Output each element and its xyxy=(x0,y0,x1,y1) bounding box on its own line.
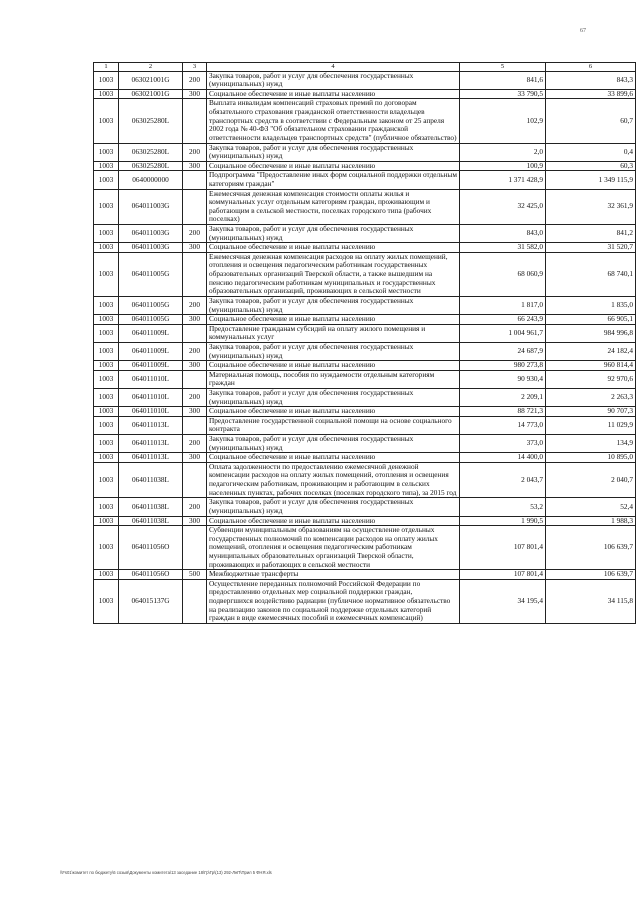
target-article-cell: 064011013L xyxy=(119,453,183,463)
section-code-cell: 1003 xyxy=(94,99,119,143)
column-header-5: 5 xyxy=(460,63,546,72)
amount-col6-cell: 984 996,8 xyxy=(546,324,636,342)
amount-col5-cell: 980 273,8 xyxy=(460,361,546,371)
expense-type-cell: 200 xyxy=(183,435,207,453)
table-row xyxy=(94,453,636,463)
column-header-6: 6 xyxy=(546,63,636,72)
table-row xyxy=(94,526,636,570)
amount-col5-cell: 66 243,9 xyxy=(460,315,546,325)
section-code-cell: 1003 xyxy=(94,435,119,453)
expense-type-cell xyxy=(183,324,207,342)
target-article-cell: 064011013L xyxy=(119,435,183,453)
expense-type-cell: 300 xyxy=(183,453,207,463)
amount-col5-cell: 68 060,9 xyxy=(460,252,546,296)
column-header-row xyxy=(94,63,636,72)
amount-col6-cell: 106 639,7 xyxy=(546,570,636,580)
amount-col5-cell: 107 801,4 xyxy=(460,526,546,570)
amount-col6-cell: 2 263,3 xyxy=(546,388,636,406)
amount-col5-cell: 1 004 961,7 xyxy=(460,324,546,342)
table-row xyxy=(94,243,636,253)
amount-col5-cell: 2 209,1 xyxy=(460,388,546,406)
amount-col6-cell: 1 349 115,9 xyxy=(546,171,636,189)
target-article-cell: 064011009L xyxy=(119,324,183,342)
amount-col6-cell: 34 115,8 xyxy=(546,579,636,623)
target-article-cell: 064011056O xyxy=(119,526,183,570)
amount-col5-cell: 1 817,0 xyxy=(460,296,546,314)
amount-col5-cell: 102,9 xyxy=(460,99,546,143)
target-article-cell: 064011003G xyxy=(119,189,183,224)
amount-col6-cell: 32 361,9 xyxy=(546,189,636,224)
target-article-cell: 064011009L xyxy=(119,342,183,360)
table-row xyxy=(94,225,636,243)
target-article-cell: 064011003G xyxy=(119,243,183,253)
table-row xyxy=(94,407,636,417)
page-number: 67 xyxy=(580,28,586,34)
expense-type-cell: 200 xyxy=(183,342,207,360)
target-article-cell: 064011038L xyxy=(119,462,183,497)
target-article-cell: 064011038L xyxy=(119,516,183,526)
item-name-cell: Ежемесячная денежная компенсация расходов на оплату жилых помещений, отопления и освещения педагогическим работникам государственных образовательных организаций Тверской области, а также вышедшим на пенсию педагогическим работникам муниципальных и государственных образовательных организаций, проживающих в сельской местности xyxy=(207,252,460,296)
section-code-cell: 1003 xyxy=(94,407,119,417)
item-name-cell: Социальное обеспечение и иные выплаты населению xyxy=(207,315,460,325)
item-name-cell: Предоставление государственной социальной помощи на основе социального контракта xyxy=(207,416,460,434)
item-name-cell: Закупка товаров, работ и услуг для обеспечения государственных (муниципальных) нужд xyxy=(207,498,460,516)
amount-col6-cell: 1 988,3 xyxy=(546,516,636,526)
section-code-cell: 1003 xyxy=(94,324,119,342)
item-name-cell: Межбюджетные трансферты xyxy=(207,570,460,580)
expense-type-cell xyxy=(183,370,207,388)
target-article-cell: 063025280L xyxy=(119,161,183,171)
item-name-cell: Закупка товаров, работ и услуг для обеспечения государственных (муниципальных) нужд xyxy=(207,296,460,314)
expense-type-cell: 300 xyxy=(183,243,207,253)
expense-type-cell xyxy=(183,416,207,434)
item-name-cell: Социальное обеспечение и иные выплаты населению xyxy=(207,407,460,417)
column-header-4: 4 xyxy=(207,63,460,72)
item-name-cell: Социальное обеспечение и иные выплаты населению xyxy=(207,89,460,99)
amount-col5-cell: 31 582,0 xyxy=(460,243,546,253)
amount-col5-cell: 34 195,4 xyxy=(460,579,546,623)
table-row xyxy=(94,252,636,296)
table-row xyxy=(94,435,636,453)
expense-type-cell xyxy=(183,579,207,623)
amount-col6-cell: 1 835,0 xyxy=(546,296,636,314)
item-name-cell: Социальное обеспечение и иные выплаты населению xyxy=(207,516,460,526)
table-row xyxy=(94,462,636,497)
item-name-cell: Оплата задолженности по предоставлению ежемесячной денежной компенсации расходов на оплату жилых помещений, отопления и освещения педагогическим работникам, проживающим и работающим в сельских населенных пунктах, рабочих поселках (поселках городского типа), за 2015 год xyxy=(207,462,460,497)
expense-type-cell xyxy=(183,171,207,189)
amount-col6-cell: 843,3 xyxy=(546,71,636,89)
target-article-cell: 064011056O xyxy=(119,570,183,580)
column-header-2: 2 xyxy=(119,63,183,72)
section-code-cell: 1003 xyxy=(94,361,119,371)
table-row xyxy=(94,570,636,580)
item-name-cell: Социальное обеспечение и иные выплаты населению xyxy=(207,161,460,171)
table-row xyxy=(94,579,636,623)
target-article-cell: 064011038L xyxy=(119,498,183,516)
amount-col6-cell: 10 895,0 xyxy=(546,453,636,463)
item-name-cell: Закупка товаров, работ и услуг для обеспечения государственных (муниципальных) нужд xyxy=(207,143,460,161)
amount-col5-cell: 100,9 xyxy=(460,161,546,171)
amount-col6-cell: 11 029,9 xyxy=(546,416,636,434)
expense-type-cell: 200 xyxy=(183,225,207,243)
amount-col6-cell: 90 707,3 xyxy=(546,407,636,417)
amount-col5-cell: 841,6 xyxy=(460,71,546,89)
section-code-cell: 1003 xyxy=(94,570,119,580)
section-code-cell: 1003 xyxy=(94,416,119,434)
budget-table-body xyxy=(94,63,636,624)
table-row xyxy=(94,296,636,314)
item-name-cell: Материальная помощь, пособия по нуждаемости отдельным категориям граждан xyxy=(207,370,460,388)
expense-type-cell: 200 xyxy=(183,71,207,89)
expense-type-cell: 300 xyxy=(183,161,207,171)
table-row xyxy=(94,315,636,325)
target-article-cell: 063021001G xyxy=(119,71,183,89)
table-row xyxy=(94,171,636,189)
expense-type-cell: 500 xyxy=(183,570,207,580)
section-code-cell: 1003 xyxy=(94,453,119,463)
expense-type-cell: 200 xyxy=(183,143,207,161)
section-code-cell: 1003 xyxy=(94,516,119,526)
target-article-cell: 064011005G xyxy=(119,296,183,314)
section-code-cell: 1003 xyxy=(94,71,119,89)
amount-col6-cell: 33 899,6 xyxy=(546,89,636,99)
amount-col6-cell: 92 970,6 xyxy=(546,370,636,388)
item-name-cell: Подпрограмма "Предоставление иных форм социальной поддержки отдельным категориям граждан" xyxy=(207,171,460,189)
section-code-cell: 1003 xyxy=(94,161,119,171)
target-article-cell: 064011010L xyxy=(119,407,183,417)
item-name-cell: Ежемесячная денежная компенсация стоимости оплаты жилья и коммунальных услуг отдельным категориям граждан, проживающим и работающим в сельской местности, поселках городского типа (рабочих поселках) xyxy=(207,189,460,224)
amount-col6-cell: 68 740,1 xyxy=(546,252,636,296)
amount-col6-cell: 66 905,1 xyxy=(546,315,636,325)
section-code-cell: 1003 xyxy=(94,388,119,406)
target-article-cell: 063025280L xyxy=(119,143,183,161)
section-code-cell: 1003 xyxy=(94,171,119,189)
target-article-cell: 064011013L xyxy=(119,416,183,434)
table-row xyxy=(94,416,636,434)
table-row xyxy=(94,189,636,224)
target-article-cell: 0640000000 xyxy=(119,171,183,189)
target-article-cell: 064011003G xyxy=(119,225,183,243)
table-row xyxy=(94,99,636,143)
item-name-cell: Выплата инвалидам компенсаций страховых премий по договорам обязательного страхования гражданской ответственности владельцев транспортных средств в соответствии с Федеральным законом от 25 апреля 2002 года № 40-ФЗ "Об обязательном страховании гражданской ответственности владельцев транспортных средств" (публичное обязательство) xyxy=(207,99,460,143)
table-row xyxy=(94,143,636,161)
amount-col5-cell: 88 721,3 xyxy=(460,407,546,417)
amount-col5-cell: 107 801,4 xyxy=(460,570,546,580)
amount-col6-cell: 60,7 xyxy=(546,99,636,143)
amount-col6-cell: 31 520,7 xyxy=(546,243,636,253)
expense-type-cell xyxy=(183,526,207,570)
target-article-cell: 063021001G xyxy=(119,89,183,99)
expense-type-cell xyxy=(183,99,207,143)
amount-col6-cell: 106 639,7 xyxy=(546,526,636,570)
amount-col6-cell: 24 182,4 xyxy=(546,342,636,360)
expense-type-cell xyxy=(183,252,207,296)
expense-type-cell: 200 xyxy=(183,498,207,516)
amount-col5-cell: 2 043,7 xyxy=(460,462,546,497)
section-code-cell: 1003 xyxy=(94,370,119,388)
section-code-cell: 1003 xyxy=(94,462,119,497)
expense-type-cell: 200 xyxy=(183,296,207,314)
amount-col5-cell: 53,2 xyxy=(460,498,546,516)
amount-col6-cell: 960 814,4 xyxy=(546,361,636,371)
amount-col5-cell: 90 930,4 xyxy=(460,370,546,388)
table-row xyxy=(94,388,636,406)
section-code-cell: 1003 xyxy=(94,498,119,516)
section-code-cell: 1003 xyxy=(94,143,119,161)
amount-col6-cell: 841,2 xyxy=(546,225,636,243)
item-name-cell: Социальное обеспечение и иные выплаты населению xyxy=(207,453,460,463)
amount-col5-cell: 373,0 xyxy=(460,435,546,453)
item-name-cell: Осуществление переданных полномочий Российской Федерации по предоставлению отдельных мер социальной поддержки граждан, подвергшихся воздействию радиации (публичное нормативное обязательство на реализацию законов по социальной поддержке отдельных категорий граждан в виде ежемесячных пособий и ежемесячных компенсаций) xyxy=(207,579,460,623)
amount-col5-cell: 843,0 xyxy=(460,225,546,243)
target-article-cell: 064011005G xyxy=(119,315,183,325)
target-article-cell: 064011010L xyxy=(119,370,183,388)
expense-type-cell: 300 xyxy=(183,407,207,417)
item-name-cell: Социальное обеспечение и иные выплаты населению xyxy=(207,361,460,371)
section-code-cell: 1003 xyxy=(94,296,119,314)
table-row xyxy=(94,498,636,516)
amount-col6-cell: 2 040,7 xyxy=(546,462,636,497)
section-code-cell: 1003 xyxy=(94,342,119,360)
amount-col6-cell: 0,4 xyxy=(546,143,636,161)
amount-col6-cell: 52,4 xyxy=(546,498,636,516)
section-code-cell: 1003 xyxy=(94,579,119,623)
item-name-cell: Закупка товаров, работ и услуг для обеспечения государственных (муниципальных) нужд xyxy=(207,435,460,453)
amount-col5-cell: 2,0 xyxy=(460,143,546,161)
target-article-cell: 064011010L xyxy=(119,388,183,406)
item-name-cell: Субвенции муниципальным образованиям на осуществление отдельных государственных полномочий по компенсации расходов на оплату жилых помещений, отопления и освещения педагогическим работникам муниципальных образовательных организаций Тверской области, проживающих и работающих в сельской местности xyxy=(207,526,460,570)
item-name-cell: Социальное обеспечение и иные выплаты населению xyxy=(207,243,460,253)
item-name-cell: Закупка товаров, работ и услуг для обеспечения государственных (муниципальных) нужд xyxy=(207,388,460,406)
amount-col5-cell: 1 990,5 xyxy=(460,516,546,526)
column-header-1: 1 xyxy=(94,63,119,72)
section-code-cell: 1003 xyxy=(94,89,119,99)
section-code-cell: 1003 xyxy=(94,189,119,224)
amount-col5-cell: 14 773,0 xyxy=(460,416,546,434)
expense-type-cell xyxy=(183,189,207,224)
item-name-cell: Закупка товаров, работ и услуг для обеспечения государственных (муниципальных) нужд xyxy=(207,71,460,89)
item-name-cell: Закупка товаров, работ и услуг для обеспечения государственных (муниципальных) нужд xyxy=(207,225,460,243)
expense-type-cell: 300 xyxy=(183,89,207,99)
amount-col5-cell: 24 687,9 xyxy=(460,342,546,360)
target-article-cell: 064011005G xyxy=(119,252,183,296)
section-code-cell: 1003 xyxy=(94,526,119,570)
amount-col5-cell: 32 425,0 xyxy=(460,189,546,224)
section-code-cell: 1003 xyxy=(94,225,119,243)
target-article-cell: 064011009L xyxy=(119,361,183,371)
section-code-cell: 1003 xyxy=(94,315,119,325)
footer-file-path: \\Fs01\комитет по бюджету\6 созыв\Документы комитета\13 заседание 18\Гр\Гр\(13) 292-ЛнП\Прил 5 ФНЯ.xls xyxy=(60,870,272,875)
section-code-cell: 1003 xyxy=(94,252,119,296)
item-name-cell: Предоставление гражданам субсидий на оплату жилого помещения и коммунальных услуг xyxy=(207,324,460,342)
amount-col5-cell: 14 400,0 xyxy=(460,453,546,463)
table-row xyxy=(94,71,636,89)
item-name-cell: Закупка товаров, работ и услуг для обеспечения государственных (муниципальных) нужд xyxy=(207,342,460,360)
amount-col5-cell: 1 371 428,9 xyxy=(460,171,546,189)
amount-col6-cell: 134,9 xyxy=(546,435,636,453)
expense-type-cell: 300 xyxy=(183,361,207,371)
amount-col5-cell: 33 790,5 xyxy=(460,89,546,99)
target-article-cell: 063025280L xyxy=(119,99,183,143)
table-row xyxy=(94,324,636,342)
table-row xyxy=(94,361,636,371)
target-article-cell: 064015137G xyxy=(119,579,183,623)
expense-type-cell: 300 xyxy=(183,315,207,325)
column-header-3: 3 xyxy=(183,63,207,72)
expense-type-cell: 200 xyxy=(183,388,207,406)
section-code-cell: 1003 xyxy=(94,243,119,253)
table-row xyxy=(94,342,636,360)
expense-type-cell xyxy=(183,462,207,497)
expense-type-cell: 300 xyxy=(183,516,207,526)
table-row xyxy=(94,370,636,388)
amount-col6-cell: 60,3 xyxy=(546,161,636,171)
budget-table xyxy=(93,62,636,624)
